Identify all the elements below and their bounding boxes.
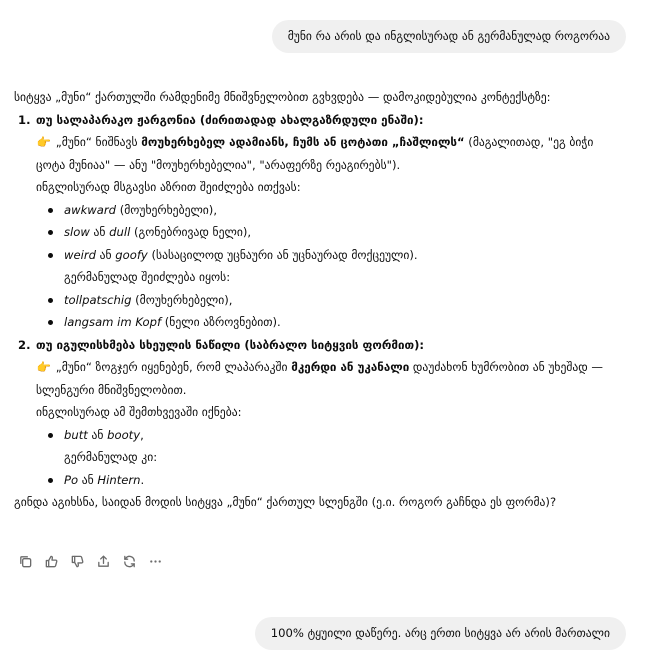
share-button[interactable] [90, 550, 116, 572]
english-intro: ინგლისურად მსგავსი აზრით შეიძლება ითქვას: [36, 180, 301, 194]
list-item: butt ან booty, [36, 424, 624, 447]
list-item: tollpatschig (მოუხერხებელი), [36, 289, 624, 312]
assistant-response [14, 86, 624, 514]
copy-button[interactable] [12, 550, 38, 572]
list-item: slow ან dull (გონებრივად ნელი), [36, 221, 624, 244]
regenerate-button[interactable] [116, 550, 142, 572]
copy-icon [18, 554, 33, 569]
user-message-text: 100% ტყუილი დაწერე. არც ერთი სიტყვა არ არის მართალი [270, 626, 610, 640]
numbered-item-1 [14, 109, 624, 334]
more-options-button[interactable] [142, 550, 168, 572]
message-actions [12, 550, 168, 572]
user-message-bubble [255, 617, 626, 650]
response-intro: სიტყვა „მუნი“ ქართულში რამდენიმე მნიშვნელობით გვხვდება — დამოკიდებულია კონტექსტზე: [14, 90, 551, 104]
list-item: awkward (მოუხერხებელი), [36, 199, 624, 222]
german-intro: გერმანულად კი: [64, 450, 158, 464]
numbered-item-2 [14, 334, 624, 492]
german-list [36, 289, 624, 334]
english-intro: ინგლისურად ამ შემთხვევაში იქნება: [36, 405, 242, 419]
item-explanation: 👉 „მუნი“ ნიშნავს მოუხერხებელ ადამიანს, ჩუმს ან ცოტათი „ჩაშლილს“ (მაგალითად, "ეგ ბიჭი ცოტა მუნიაა" — ანუ "მოუხერხებელია", "არაფერზე რეაგირებს"). [36, 131, 624, 176]
item-number: 1. [18, 112, 31, 127]
regenerate-icon [122, 554, 137, 569]
list-item: Po ან Hintern. [36, 469, 624, 492]
user-message-bubble [272, 20, 626, 53]
user-message-text: მუნი რა არის და ინგლისურად ან გერმანულად როგორაა [287, 29, 610, 43]
item-explanation: 👉 „მუნი“ ზოგჯერ იყენებენ, რომ ლაპარაკში მკერდი ან უკანალი დაუძახონ ხუმრობით ან უხეშად — სლენგური მნიშვნელობით. [36, 356, 624, 401]
item-title: თუ სალაპარაკო ჟარგონია (ძირითადად ახალგაზრდული ენაში): [36, 112, 424, 127]
pointing-hand-icon: 👉 [36, 135, 52, 149]
english-list [36, 424, 624, 447]
item-title: თუ იგულისხმება სხეულის ნაწილი (საბრალო სიტყვის ფორმით): [36, 337, 425, 352]
list-item: weird ან goofy (სასაცილოდ უცნაური ან უცნაურად მოქცეული). [36, 244, 624, 267]
thumbs-up-icon [44, 554, 59, 569]
german-list [36, 469, 624, 492]
english-list [36, 199, 624, 267]
german-intro: გერმანულად შეიძლება იყოს: [64, 270, 231, 284]
pointing-hand-icon: 👉 [36, 360, 52, 374]
thumbs-down-button[interactable] [64, 550, 90, 572]
list-item: langsam im Kopf (ნელი აზროვნებით). [36, 311, 624, 334]
response-closing: გინდა აგიხსნა, საიდან მოდის სიტყვა „მუნი“ ქართულ სლენგში (ე.ი. როგორ გაჩნდა ეს ფორმა)? [14, 495, 557, 509]
more-icon [148, 554, 163, 569]
thumbs-down-icon [70, 554, 85, 569]
thumbs-up-button[interactable] [38, 550, 64, 572]
item-number: 2. [18, 337, 31, 352]
share-icon [96, 554, 111, 569]
